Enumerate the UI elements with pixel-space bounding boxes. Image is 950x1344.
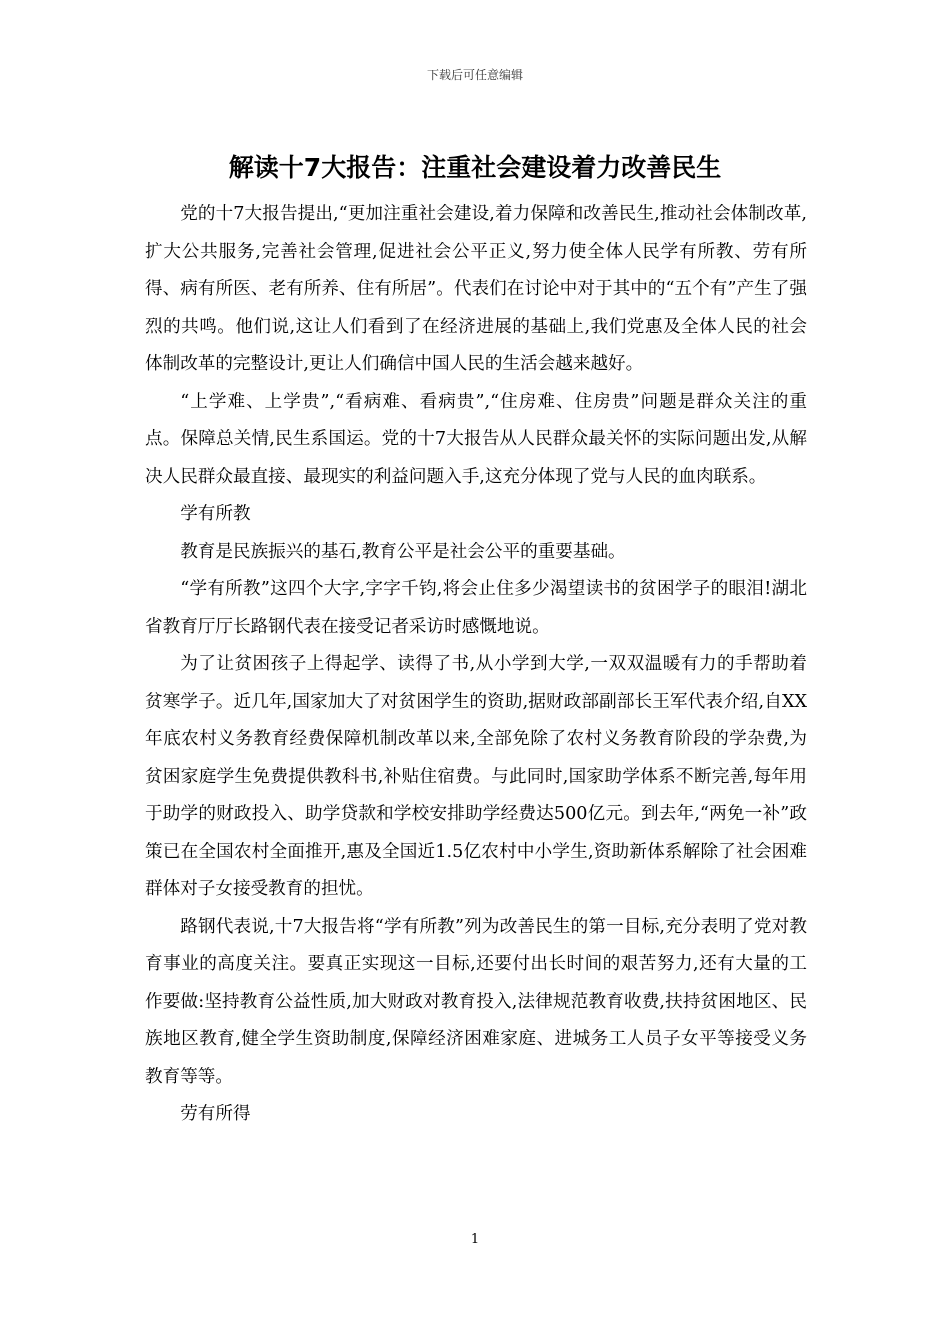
paragraph-education-goals: 路钢代表说,十7大报告将“学有所教”列为改善民生的第一目标,充分表明了党对教育事业的高度关注。要真正实现这一目标,还要付出长时间的艰苦努力,还有大量的工作要做:坚持教育公益性质,加大财政对教育投入,法律规范教育收费,扶持贫困地区、民族地区教育,健全学生资助制度,保障经济困难家庭、进城务工人员子女平等接受义务教育等等。 (145, 916, 807, 1087)
section-heading-labor: 劳有所得 (180, 1104, 251, 1124)
paragraph-concerns: “上学难、上学贵”,“看病难、看病贵”,“住房难、住房贵”问题是群众关注的重点。保障总关情,民生系国运。党的十7大报告从人民群众最关怀的实际问题出发,从解决人民群众最直接、最现实的利益问题入手,这充分体现了党与人民的血肉联系。 (145, 391, 807, 487)
paragraph-student-aid: 为了让贫困孩子上得起学、读得了书,从小学到大学,一双双温暖有力的手帮助着贫寒学子。近几年,国家加大了对贫困学生的资助,据财政部副部长王军代表介绍,自XX年底农村义务教育经费保障机制改革以来,全部免除了农村义务教育阶段的学杂费,为贫困家庭学生免费提供教科书,补贴住宿费。与此同时,国家助学体系不断完善,每年用于助学的财政投入、助学贷款和学校安排助学经费达500亿元。到去年,“两免一补”政策已在全国农村全面推开,惠及全国近1.5亿农村中小学生,资助新体系解除了社会困难群体对子女接受教育的担忧。 (145, 654, 807, 899)
paragraph-education-foundation: 教育是民族振兴的基石,教育公平是社会公平的重要基础。 (180, 541, 626, 562)
document-title: 解读十7大报告：注重社会建设着力改善民生 (228, 153, 722, 182)
paragraph-intro: 党的十7大报告提出,“更加注重社会建设,着力保障和改善民生,推动社会体制改革,扩大公共服务,完善社会管理,促进社会公平正义,努力使全体人民学有所教、劳有所得、病有所医、老有所养、住有所居”。代表们在讨论中对于其中的“五个有”产生了强烈的共鸣。他们说,这让人们看到了在经济进展的基础上,我们党惠及全体人民的社会体制改革的完整设计,更让人们确信中国人民的生活会越来越好。 (145, 204, 807, 374)
page-header: 下载后可任意编辑 (426, 68, 523, 82)
page-number: 1 (470, 1232, 480, 1247)
document-body (145, 196, 807, 1134)
section-heading-education: 学有所教 (180, 504, 251, 524)
paragraph-education-quote: “学有所教”这四个大字,字字千钧,将会止住多少渴望读书的贫困学子的眼泪!湖北省教育厅厅长路钢代表在接受记者采访时感慨地说。 (145, 579, 807, 637)
